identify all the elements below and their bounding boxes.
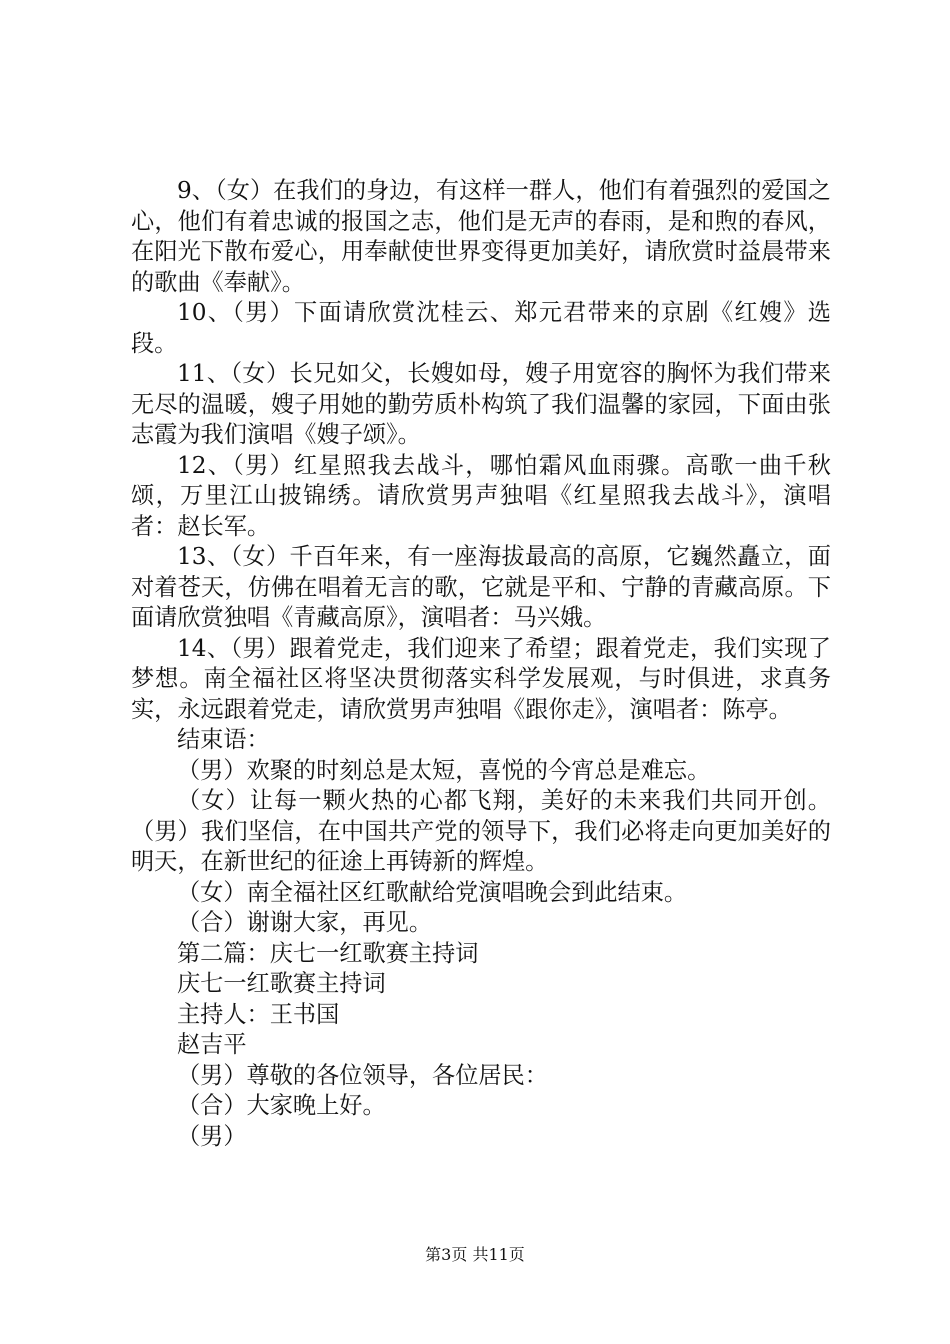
- closing-female-male-line: （女）让每一颗火热的心都飞翔，美好的未来我们共同开创。（男）我们坚信，在中国共产党的领导下，我们必将走向更加美好的明天，在新世纪的征途上再铸新的辉煌。: [131, 787, 831, 875]
- closing-end-line: （女）南全福社区红歌献给党演唱晚会到此结束。: [177, 878, 688, 906]
- paragraph-12: 12、（男）红星照我去战斗，哪怕霜风血雨骤。高歌一曲千秋颂，万里江山披锦绣。请欣赏男声独唱《红星照我去战斗》，演唱者：赵长军。: [131, 451, 831, 540]
- host-line: 主持人：王书国: [177, 1000, 340, 1028]
- paragraph-10: 10、（男）下面请欣赏沈桂云、郑元君带来的京剧《红嫂》选段。: [131, 299, 831, 357]
- paragraph-14: 14、（男）跟着党走，我们迎来了希望；跟着党走，我们实现了梦想。南全福社区将坚决贯彻落实科学发展观，与时俱进，求真务实，永远跟着党走，请欣赏男声独唱《跟你走》，演唱者：陈亭。: [131, 634, 831, 723]
- document-body: [131, 176, 831, 1152]
- paragraph-13: 13、（女）千百年来，有一座海拔最高的高原，它巍然矗立，面对着苍天，仿佛在唱着无言的歌，它就是平和、宁静的青藏高原。下面请欣赏独唱《青藏高原》，演唱者：马兴娥。: [131, 543, 831, 631]
- paragraph-11: 11、（女）长兄如父，长嫂如母，嫂子用宽容的胸怀为我们带来无尽的温暖，嫂子用她的勤劳质朴构筑了我们温馨的家园，下面由张志霞为我们演唱《嫂子颂》。: [131, 360, 831, 448]
- opening-male-fragment: （男）: [177, 1122, 247, 1150]
- paragraph-9: 9、（女）在我们的身边，有这样一群人，他们有着强烈的爱国之心，他们有着忠诚的报国之志，他们是无声的春雨，是和煦的春风，在阳光下散布爱心，用奉献使世界变得更加美好，请欣赏时益晨带来的歌曲《奉献》。: [131, 177, 831, 296]
- second-article-subtitle: 庆七一红歌赛主持词: [177, 970, 386, 997]
- opening-male-line: （男）尊敬的各位领导，各位居民：: [177, 1061, 548, 1089]
- second-article-title: 第二篇：庆七一红歌赛主持词: [177, 939, 479, 967]
- page-number-footer: 第3页 共11页: [425, 1245, 525, 1264]
- closing-goodbye-line: （合）谢谢大家，再见。: [177, 909, 433, 936]
- closing-heading: 结束语：: [177, 726, 270, 753]
- opening-together-line: （合）大家晚上好。: [177, 1092, 386, 1119]
- closing-male-line: （男）欢聚的时刻总是太短，喜悦的今宵总是难忘。: [177, 756, 711, 784]
- host-name-line: 赵吉平: [177, 1031, 247, 1058]
